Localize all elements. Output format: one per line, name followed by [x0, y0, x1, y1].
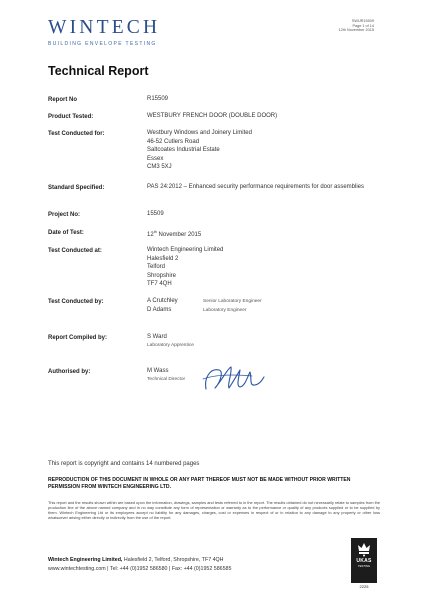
ref-date: 12th November 2015: [338, 28, 374, 33]
report-no-label: Report No: [48, 97, 77, 103]
test-for-line: Saltcoates Industrial Estate: [147, 147, 220, 154]
test-for-line: Westbury Windows and Joinery Limited: [147, 130, 252, 136]
product-value: WESTBURY FRENCH DOOR (DOUBLE DOOR): [147, 113, 278, 119]
ref-code: SWUR15509: [351, 19, 374, 23]
tester-name: A Crutchley: [147, 298, 178, 304]
tester-role: Laboratory Engineer: [203, 308, 247, 313]
crown-icon: [357, 541, 371, 557]
report-reference: [339, 19, 374, 33]
compiled-label: Report Compiled by:: [48, 335, 108, 341]
project-label: Project No:: [48, 212, 81, 218]
ref-pages: Page 1 of 14: [352, 23, 374, 28]
signature-image: [200, 358, 270, 396]
authoriser-name: M Wass: [147, 368, 169, 374]
test-at-line: Shropshire: [147, 272, 177, 279]
reproduction-warning: REPRODUCTION OF THIS DOCUMENT IN WHOLE OR ANY PART THEREOF MUST NOT BE MADE WITHOUT PRIOR WRITTEN PERMISSION FROM WINTECH ENGINEERING LTD.: [48, 477, 351, 491]
footer-company: Wintech Engineering Limited,: [48, 557, 123, 563]
wintech-logo: [48, 18, 160, 47]
test-at-line: Halesfield 2: [147, 255, 179, 262]
tester-name: D Adams: [147, 307, 172, 313]
date-suffix: th: [153, 230, 157, 234]
ukas-number: 2225: [359, 584, 369, 589]
test-for-line: CM3 5XJ: [147, 164, 172, 171]
standard-label: Standard Specified:: [48, 185, 105, 191]
date-rest: November 2015: [156, 232, 202, 238]
footer-contact: www.wintechtesting.com | Tel: +44 (0)1952 586580 | Fax: +44 (0)1952 586585: [48, 566, 232, 572]
ukas-word: UKAS: [356, 558, 372, 564]
tester-role: Senior Laboratory Engineer: [203, 299, 262, 304]
project-value: 15509: [147, 211, 164, 217]
date-label: Date of Test:: [48, 230, 84, 236]
ukas-badge: [351, 538, 377, 589]
date-value: [147, 228, 201, 240]
test-at-line: Telford: [147, 264, 166, 271]
test-at-address: [147, 246, 223, 289]
test-at-line: Wintech Engineering Limited: [147, 247, 224, 253]
test-for-line: Essex: [147, 155, 164, 162]
logo-wordmark: WINTECH: [48, 17, 161, 38]
test-for-line: 46-52 Cutlers Road: [147, 138, 200, 145]
product-label: Product Tested:: [48, 114, 94, 120]
test-for-label: Test Conducted for:: [48, 131, 105, 137]
report-no-value: R15509: [147, 96, 169, 102]
test-by-label: Test Conducted by:: [48, 299, 104, 305]
authoriser-role: Technical Director: [147, 377, 186, 382]
date-day: 12: [147, 232, 154, 238]
footer-address-text: Halesfield 2, Telford, Shropshire, TF7 4QH: [122, 557, 224, 563]
ukas-mark: [351, 538, 377, 583]
compiler-role: Laboratory Apprentice: [147, 343, 194, 348]
standard-value: PAS 24:2012 – Enhanced security performance requirements for door assemblies: [147, 184, 365, 190]
copyright-notice: This report is copyright and contains 14 numbered pages: [48, 461, 200, 467]
compiler-name: S Ward: [147, 334, 167, 340]
test-for-address: [147, 129, 252, 172]
test-at-line: TF7 4QH: [147, 281, 172, 288]
authorised-label: Authorised by:: [48, 369, 91, 375]
page-title: Technical Report: [48, 64, 149, 78]
ukas-sub: TESTING: [357, 564, 371, 568]
disclaimer: This report and the results shown within are based upon the information, drawings, samples and tests referred to in the report. The results obtained do not necessarily relate to samples from the production line of the above named company and in no way constitute any form of representation or warranty as to the performance or quality of any products supplied or to be supplied by them. Wintech Engineering Ltd or its employees accept no liability for any damages, charges, cost or expenses in respect of or in relation to any damage to any property or other loss whatsoever arising either directly or indirectly from the use of the report.: [48, 500, 380, 521]
test-at-label: Test Conducted at:: [48, 248, 102, 254]
footer-address: [48, 557, 224, 563]
logo-tagline: BUILDING ENVELOPE TESTING: [48, 40, 157, 47]
